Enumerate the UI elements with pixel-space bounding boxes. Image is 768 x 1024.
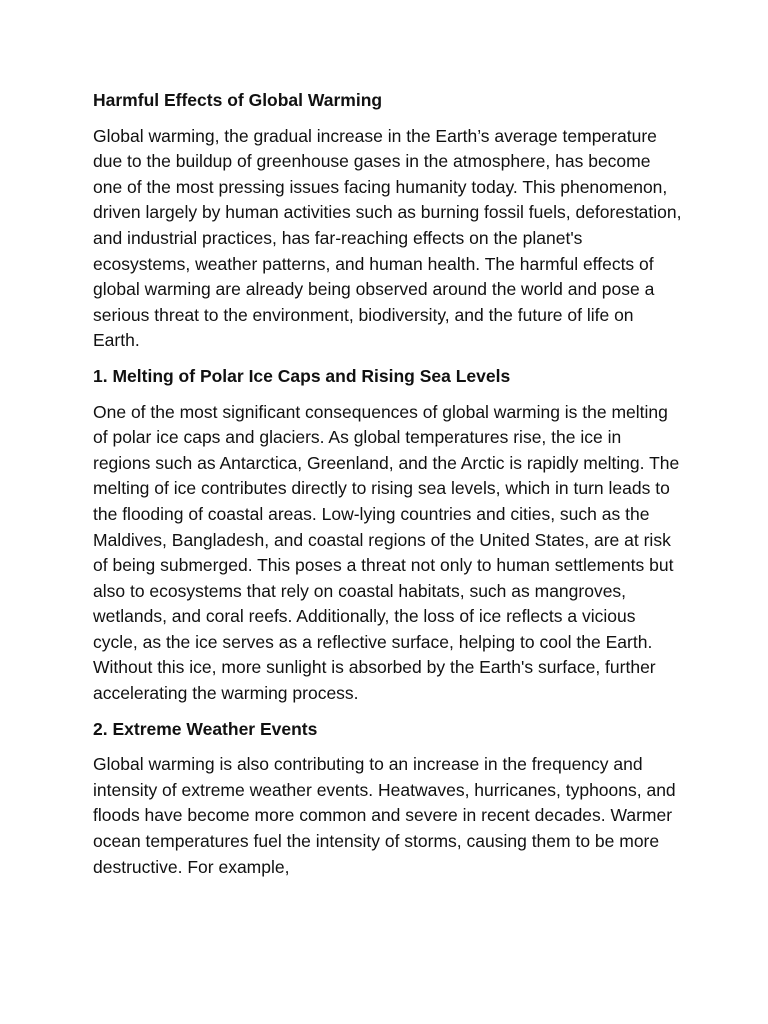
intro-paragraph: Global warming, the gradual increase in the Earth’s average temperature due to the buildup of greenhouse gases in the atmosphere, has become one of the most pressing issues facing humanity today. This phenomenon, driven largely by human activities such as burning fossil fuels, deforestation, and industrial practices, has far-reaching effects on the planet's ecosystems, weather patterns, and human health. The harmful effects of global warming are already being observed around the world and pose a serious threat to the environment, biodiversity, and the future of life on Earth. (93, 125, 682, 351)
section-heading-2: 2. Extreme Weather Events (93, 718, 318, 739)
section-heading-1: 1. Melting of Polar Ice Caps and Rising Sea Levels (93, 365, 511, 386)
section-body-2: Global warming is also contributing to an increase in the frequency and intensity of extreme weather events. Heatwaves, hurricanes, typhoons, and floods have become more common and severe in recent decades. Warmer ocean temperatures fuel the intensity of storms, causing them to be more destructive. For example, (93, 754, 676, 877)
section-body-1: One of the most significant consequences of global warming is the melting of polar ice caps and glaciers. As global temperatures rise, the ice in regions such as Antarctica, Greenland, and the Arctic is rapidly melting. The melting of ice contributes directly to rising sea levels, which in turn leads to the flooding of coastal areas. Low-lying countries and cities, such as the Maldives, Bangladesh, and coastal regions of the United States, are at risk of being submerged. This poses a threat not only to human settlements but also to ecosystems that rely on coastal habitats, such as mangroves, wetlands, and coral reefs. Additionally, the loss of ice reflects a vicious cycle, as the ice serves as a reflective surface, helping to cool the Earth. Without this ice, more sunlight is absorbed by the Earth's surface, further accelerating the warming process. (93, 401, 680, 704)
document-title: Harmful Effects of Global Warming (93, 90, 383, 110)
document-page (93, 88, 683, 890)
